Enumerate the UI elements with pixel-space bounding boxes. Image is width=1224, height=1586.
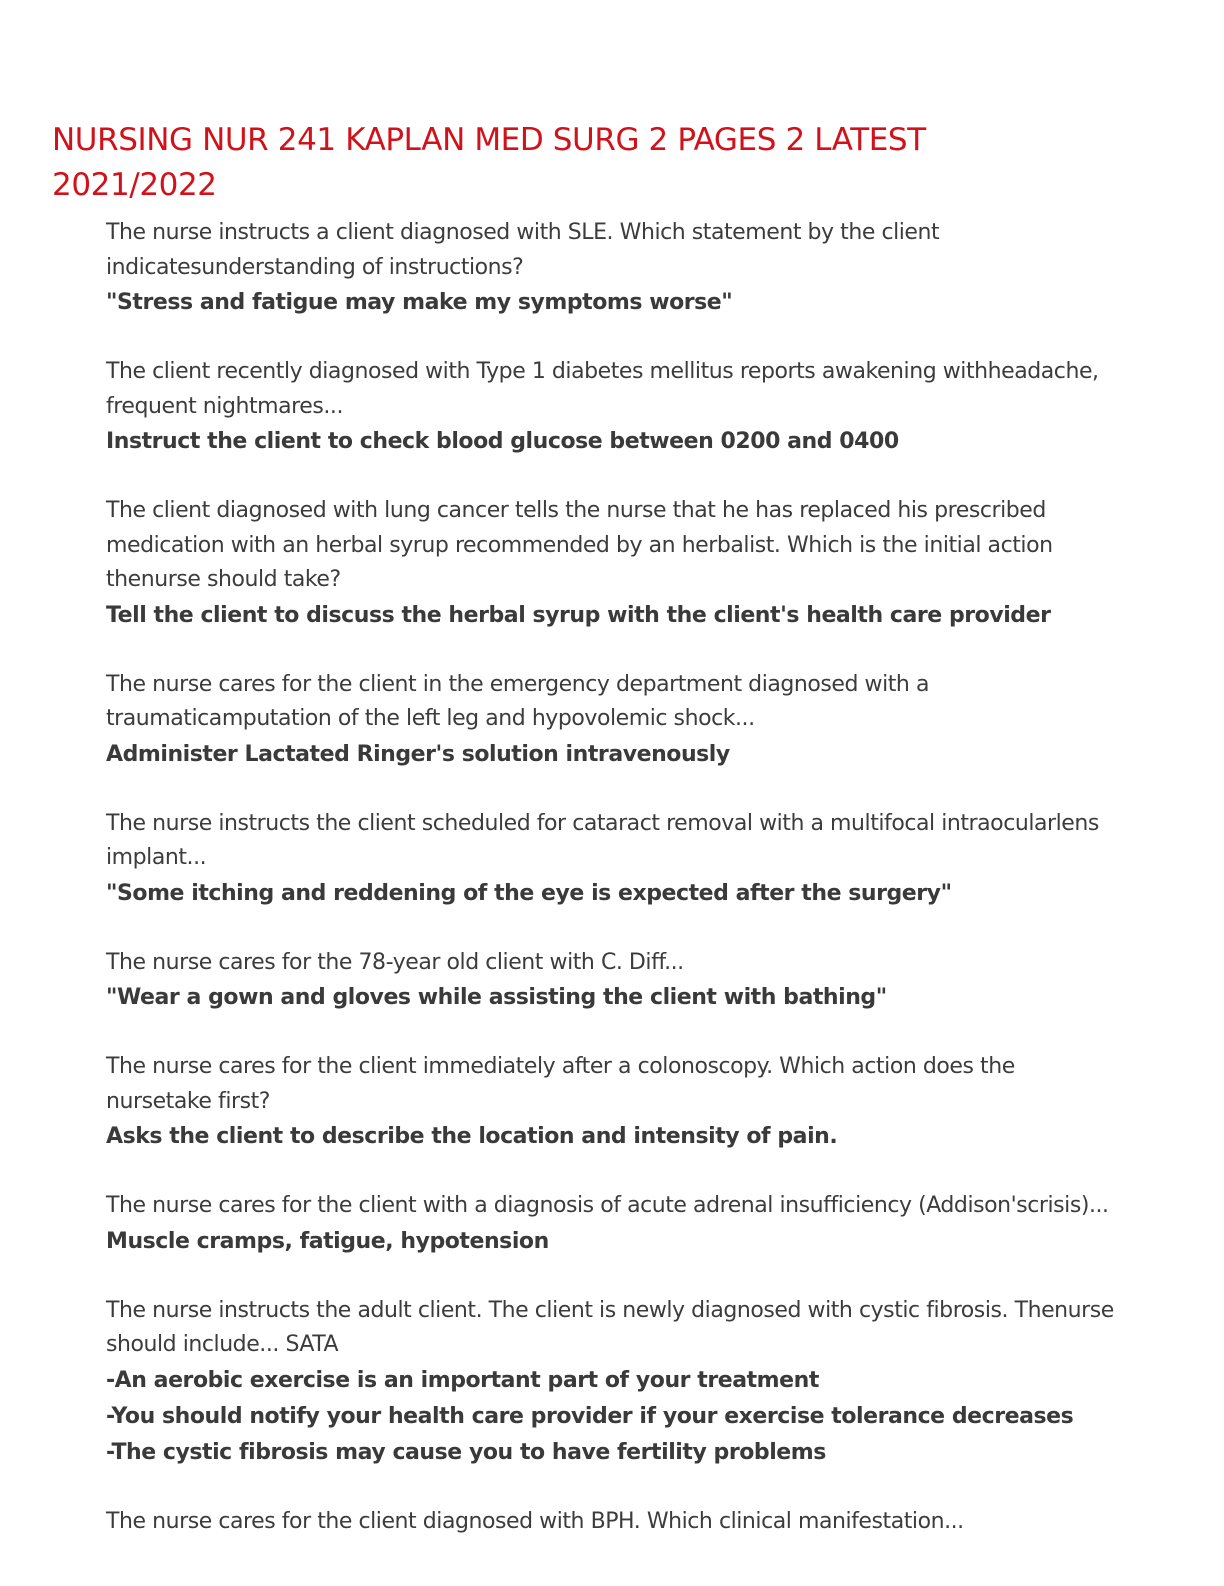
- answer-list: [106, 424, 1116, 460]
- answer-text: -You should notify your health care provider if your exercise tolerance decreases: [106, 1403, 1074, 1429]
- answer-text: "Stress and fatigue may make my symptoms worse": [106, 290, 733, 315]
- question-item: [106, 216, 1116, 321]
- question-text: The nurse cares for the 78-year old client with C. Diff...: [106, 949, 684, 975]
- answer-list: [106, 598, 1116, 634]
- question-item: [106, 355, 1116, 460]
- answer-text: Instruct the client to check blood glucose between 0200 and 0400: [106, 429, 899, 454]
- answer-list: [106, 1224, 1116, 1260]
- question-text: The nurse instructs a client diagnosed with SLE. Which statement by the client indicatesunderstanding of instructions?: [106, 220, 940, 280]
- answer-list: [106, 1363, 1116, 1471]
- question-item: [106, 1294, 1116, 1471]
- question-text: The nurse instructs the client scheduled for cataract removal with a multifocal intraocularlens implant...: [106, 810, 1099, 870]
- question-text: The nurse cares for the client in the emergency department diagnosed with a traumaticamputation of the left leg and hypovolemic shock...: [106, 671, 930, 731]
- answer-text: "Wear a gown and gloves while assisting the client with bathing": [106, 985, 887, 1010]
- answer-list: [106, 1119, 1116, 1155]
- question-item: [106, 1189, 1116, 1260]
- answer-text: Tell the client to discuss the herbal syrup with the client's health care provider: [106, 602, 1051, 628]
- answer-text: Asks the client to describe the location and intensity of pain.: [106, 1124, 838, 1149]
- answer-list: [106, 980, 1116, 1016]
- question-text: The nurse instructs the adult client. The client is newly diagnosed with cystic fibrosis. Thenurse should include... SATA: [106, 1297, 1114, 1357]
- question-item: [106, 668, 1116, 773]
- answer-text: Muscle cramps, fatigue, hypotension: [106, 1228, 549, 1254]
- document-title: NURSING NUR 241 KAPLAN MED SURG 2 PAGES 2 LATEST 2021/2022: [52, 122, 926, 203]
- question-item: [106, 1505, 1116, 1540]
- question-text: The nurse cares for the client immediately after a colonoscopy. Which action does the nursetake first?: [106, 1054, 1015, 1114]
- question-item: [106, 807, 1116, 912]
- answer-text: "Some itching and reddening of the eye is expected after the surgery": [106, 880, 952, 906]
- answer-list: [106, 285, 1116, 321]
- answer-text: Administer Lactated Ringer's solution intravenously: [106, 741, 730, 767]
- answer-text: -An aerobic exercise is an important part of your treatment: [106, 1367, 819, 1393]
- question-item: [106, 946, 1116, 1017]
- answer-list: [106, 737, 1116, 773]
- question-text: The client diagnosed with lung cancer tells the nurse that he has replaced his prescribed medication with an herbal syrup recommended by an herbalist. Which is the initial action thenurse should take?: [106, 498, 1053, 592]
- question-item: [106, 494, 1116, 634]
- answer-text: -The cystic fibrosis may cause you to have fertility problems: [106, 1439, 826, 1465]
- answer-list: [106, 876, 1116, 912]
- question-item: [106, 1050, 1116, 1155]
- question-text: The nurse cares for the client with a diagnosis of acute adrenal insufficiency (Addison'scrisis)...: [106, 1193, 1109, 1218]
- question-text: The nurse cares for the client diagnosed with BPH. Which clinical manifestation...: [106, 1508, 964, 1534]
- question-list: [106, 216, 1116, 1573]
- question-text: The client recently diagnosed with Type 1 diabetes mellitus reports awakening withheadache, frequent nightmares...: [106, 359, 1099, 419]
